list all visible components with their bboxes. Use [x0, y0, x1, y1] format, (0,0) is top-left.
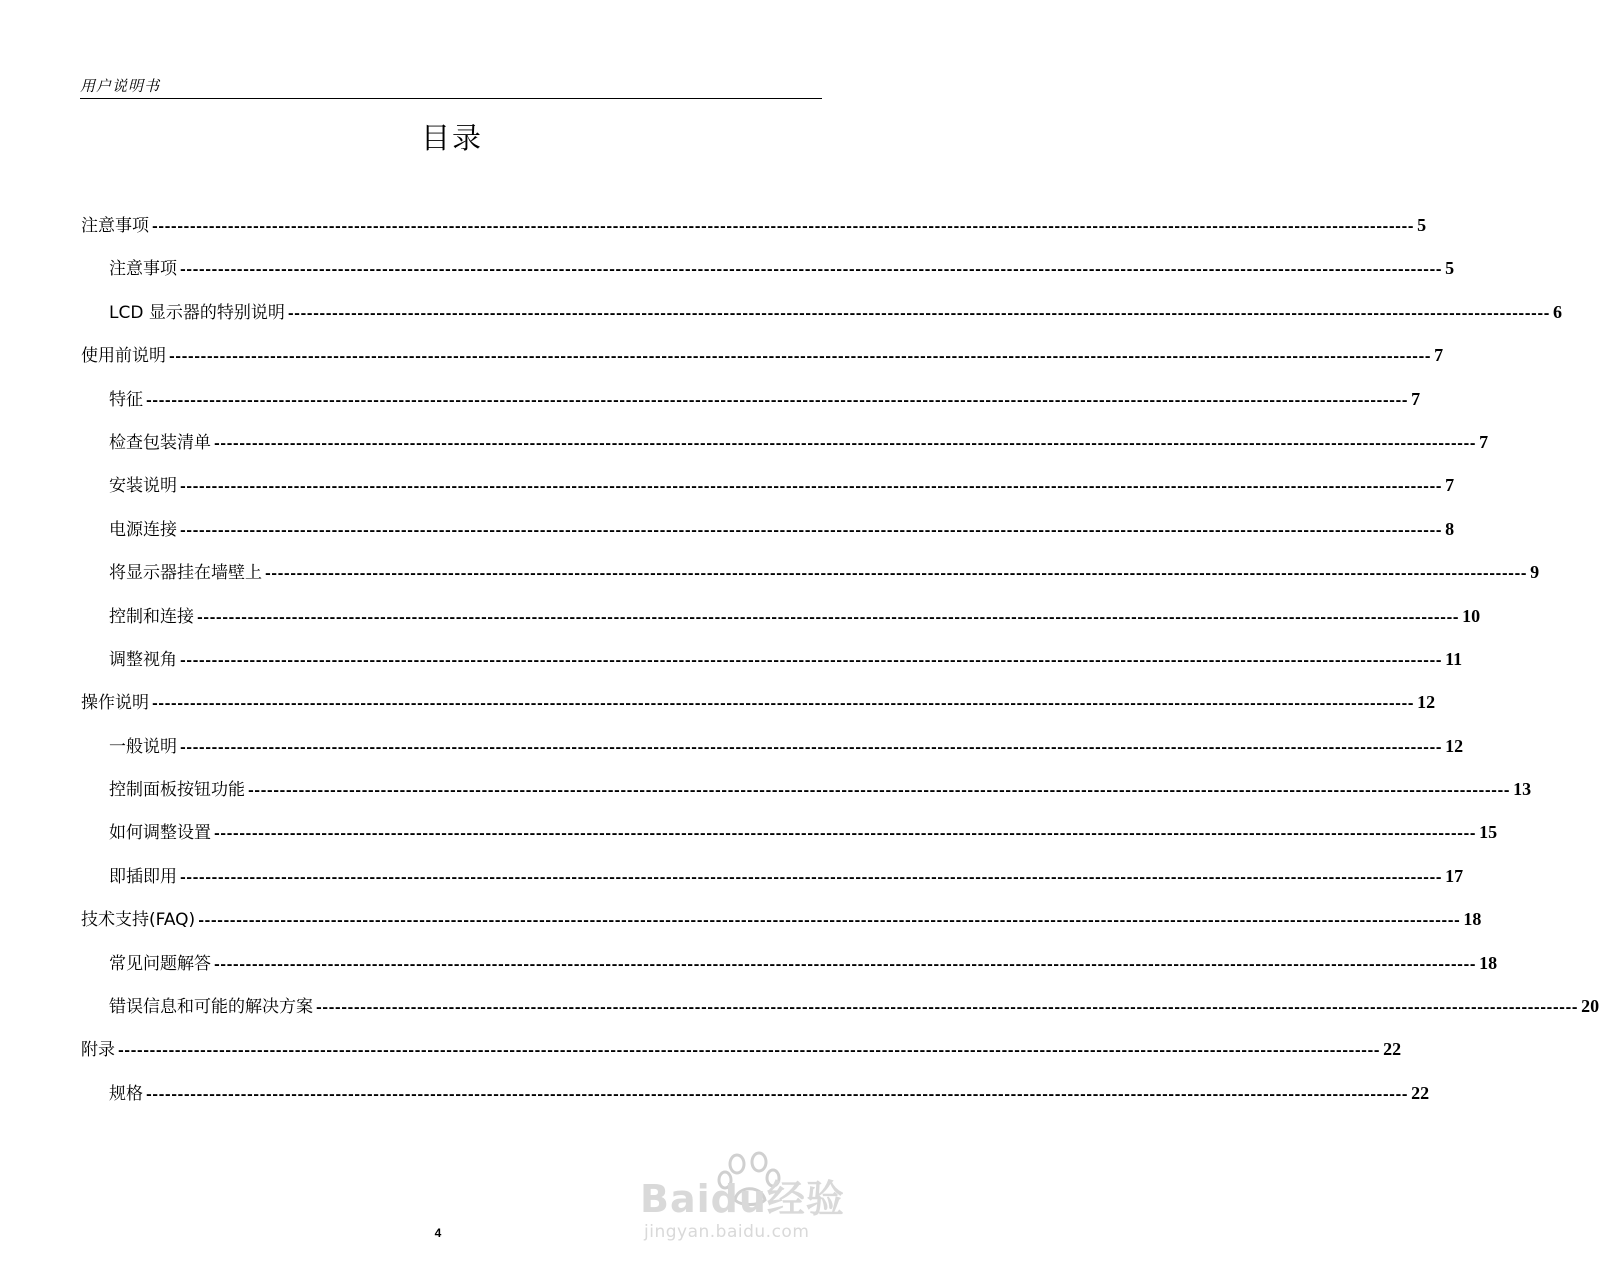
toc-entry-page: 5: [1417, 215, 1427, 235]
toc-dot-leader: --------------------------------------------------------------------------------------------------------------------------------------------------------------------------------------------------------: [152, 696, 1415, 713]
toc-entry-label: 使用前说明: [81, 346, 166, 367]
toc-dot-leader: --------------------------------------------------------------------------------------------------------------------------------------------------------------------------------------------------------: [180, 652, 1443, 669]
toc-dot-leader: --------------------------------------------------------------------------------------------------------------------------------------------------------------------------------------------------------: [287, 305, 1550, 322]
toc-entry-page: 18: [1479, 952, 1498, 973]
toc-entry-label: 如何调整设置: [109, 823, 211, 844]
toc-entry-label: 操作说明: [81, 693, 149, 714]
toc-entry-label: 安装说明: [109, 476, 177, 497]
toc-entry[interactable]: [81, 551, 1540, 594]
toc-dot-leader: --------------------------------------------------------------------------------------------------------------------------------------------------------------------------------------------------------: [118, 1043, 1381, 1060]
toc-dot-leader: --------------------------------------------------------------------------------------------------------------------------------------------------------------------------------------------------------: [146, 1086, 1409, 1103]
toc-entry-page: 9: [1530, 562, 1540, 583]
toc-dot-leader: --------------------------------------------------------------------------------------------------------------------------------------------------------------------------------------------------------: [214, 435, 1477, 452]
toc-entry-label: 规格: [109, 1083, 143, 1104]
toc-entry[interactable]: [81, 1072, 1430, 1115]
watermark: [640, 1150, 860, 1245]
toc-entry-label: 注意事项: [81, 216, 149, 236]
toc-entry-page: 7: [1445, 475, 1455, 496]
toc-entry[interactable]: [81, 855, 1464, 898]
toc-dot-leader: --------------------------------------------------------------------------------------------------------------------------------------------------------------------------------------------------------: [198, 913, 1461, 930]
page-number: 4: [434, 1226, 442, 1240]
toc-entry-page: 20: [1581, 996, 1599, 1017]
toc-entry-label: LCD 显示器的特别说明: [109, 302, 285, 323]
toc-entry-page: 17: [1445, 865, 1464, 886]
header-title: 用户说明书: [80, 77, 161, 95]
toc-entry[interactable]: [81, 334, 1444, 377]
toc-dot-leader: --------------------------------------------------------------------------------------------------------------------------------------------------------------------------------------------------------: [265, 566, 1528, 583]
toc-entry-label: 特征: [109, 389, 143, 410]
toc-entry-page: 7: [1479, 431, 1489, 452]
toc-entry[interactable]: [81, 1028, 1402, 1071]
toc-entry-page: 15: [1479, 822, 1498, 843]
toc-entry[interactable]: [81, 985, 1599, 1028]
toc-dot-leader: --------------------------------------------------------------------------------------------------------------------------------------------------------------------------------------------------------: [169, 349, 1432, 366]
toc-entry-page: 22: [1411, 1082, 1430, 1103]
toc-dot-leader: --------------------------------------------------------------------------------------------------------------------------------------------------------------------------------------------------------: [214, 956, 1477, 973]
toc-dot-leader: --------------------------------------------------------------------------------------------------------------------------------------------------------------------------------------------------------: [146, 392, 1409, 409]
toc-entry-page: 7: [1411, 388, 1421, 409]
toc-entry-label: 即插即用: [109, 866, 177, 887]
toc-dot-leader: --------------------------------------------------------------------------------------------------------------------------------------------------------------------------------------------------------: [180, 479, 1443, 496]
toc-entry[interactable]: [81, 378, 1421, 421]
toc-entry-page: 18: [1463, 909, 1482, 930]
toc-entry-label: 常见问题解答: [109, 953, 211, 974]
toc-entry[interactable]: [81, 204, 1427, 247]
toc-dot-leader: --------------------------------------------------------------------------------------------------------------------------------------------------------------------------------------------------------: [214, 826, 1477, 843]
toc-entry[interactable]: [81, 638, 1463, 681]
toc-entry-page: 12: [1445, 735, 1464, 756]
toc-entry-page: 13: [1513, 779, 1532, 800]
toc-entry-label: 一般说明: [109, 736, 177, 757]
toc-entry-page: 6: [1552, 301, 1562, 322]
toc-entry[interactable]: [81, 768, 1532, 811]
watermark-logo: Baidu经验: [640, 1177, 845, 1221]
toc-entry[interactable]: [81, 942, 1498, 985]
toc-dot-leader: --------------------------------------------------------------------------------------------------------------------------------------------------------------------------------------------------------: [248, 783, 1511, 800]
toc-entry-label: 错误信息和可能的解决方案: [109, 997, 313, 1018]
page-title: 目录: [420, 121, 483, 155]
toc-entry[interactable]: [81, 464, 1455, 507]
toc-entry[interactable]: [81, 247, 1455, 290]
toc-entry-label: 附录: [81, 1040, 115, 1061]
toc-dot-leader: --------------------------------------------------------------------------------------------------------------------------------------------------------------------------------------------------------: [316, 1000, 1579, 1017]
toc-entry-page: 22: [1383, 1039, 1402, 1060]
toc-entry-page: 11: [1445, 648, 1463, 669]
toc-entry-label: 电源连接: [109, 519, 177, 540]
toc-dot-leader: --------------------------------------------------------------------------------------------------------------------------------------------------------------------------------------------------------: [180, 869, 1443, 886]
watermark-url: jingyan.baidu.com: [644, 1222, 810, 1242]
table-of-contents: [81, 204, 1599, 1115]
toc-dot-leader: --------------------------------------------------------------------------------------------------------------------------------------------------------------------------------------------------------: [197, 609, 1460, 626]
toc-entry[interactable]: [81, 898, 1482, 941]
toc-entry[interactable]: [81, 421, 1489, 464]
toc-entry[interactable]: [81, 725, 1464, 768]
toc-entry-page: 8: [1445, 518, 1455, 539]
toc-entry-page: 5: [1445, 258, 1455, 279]
toc-entry[interactable]: [81, 681, 1436, 724]
toc-entry-label: 技术支持(FAQ): [81, 910, 196, 931]
toc-dot-leader: --------------------------------------------------------------------------------------------------------------------------------------------------------------------------------------------------------: [152, 219, 1415, 235]
page-header: [80, 76, 822, 99]
toc-entry-page: 7: [1434, 345, 1444, 366]
toc-entry[interactable]: [81, 291, 1562, 334]
toc-dot-leader: --------------------------------------------------------------------------------------------------------------------------------------------------------------------------------------------------------: [180, 739, 1443, 756]
toc-entry-page: 12: [1417, 692, 1436, 713]
toc-entry[interactable]: [81, 811, 1498, 854]
toc-dot-leader: --------------------------------------------------------------------------------------------------------------------------------------------------------------------------------------------------------: [180, 522, 1443, 539]
toc-entry-page: 10: [1462, 605, 1481, 626]
toc-entry-label: 调整视角: [109, 649, 177, 670]
toc-entry-label: 注意事项: [109, 259, 177, 280]
toc-dot-leader: --------------------------------------------------------------------------------------------------------------------------------------------------------------------------------------------------------: [180, 262, 1443, 279]
toc-entry-label: 控制和连接: [109, 606, 194, 627]
toc-entry-label: 控制面板按钮功能: [109, 780, 245, 801]
toc-entry[interactable]: [81, 595, 1481, 638]
toc-entry-label: 将显示器挂在墙壁上: [109, 563, 262, 584]
toc-entry[interactable]: [81, 508, 1455, 551]
toc-entry-label: 检查包装清单: [109, 432, 211, 453]
